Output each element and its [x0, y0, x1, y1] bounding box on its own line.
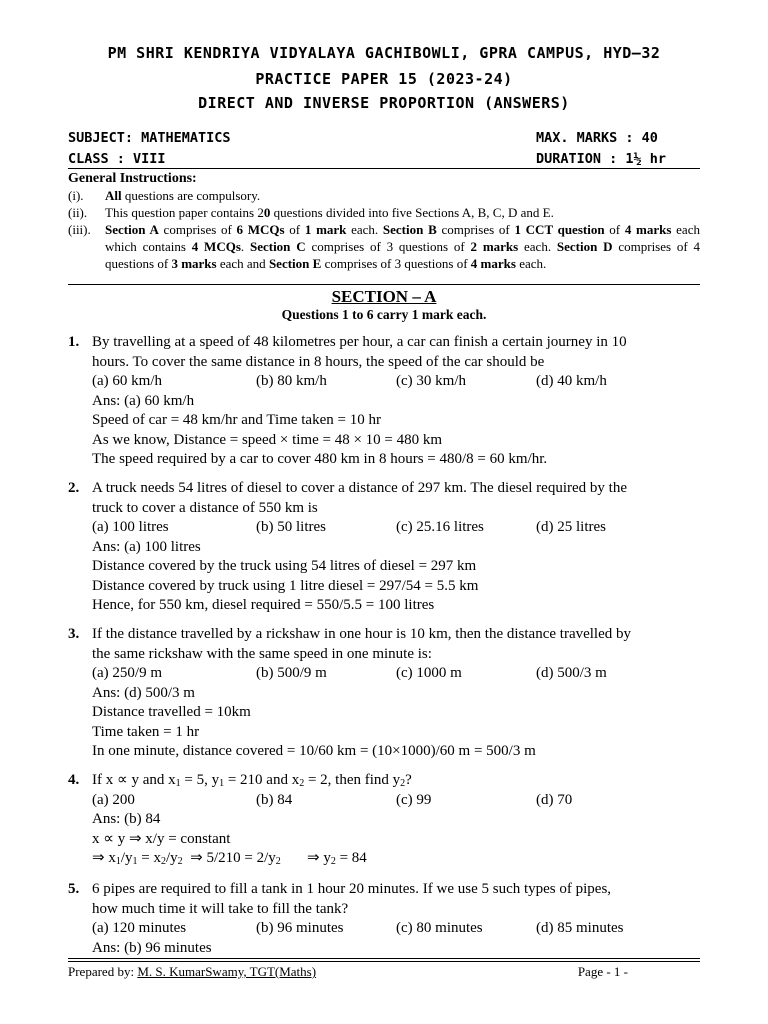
duration-label: DURATION : 1½ hr — [536, 151, 667, 167]
instruction-item — [68, 204, 700, 221]
topic-title: DIRECT AND INVERSE PROPORTION (ANSWERS) — [198, 94, 570, 112]
options-row — [92, 791, 700, 811]
instruction-number: (ii). — [68, 205, 88, 220]
question-text: the same rickshaw with the same speed in one minute is: — [92, 645, 432, 662]
answer-line: Ans: (a) 60 km/h — [92, 392, 195, 409]
subject-label: SUBJECT: MATHEMATICS — [68, 130, 231, 146]
solution-line: ⇒ $x_1/y_1 = x_2/y_2$ ⇒ $5/210 = 2/y_2$ ⇒ $y_2 = 84$ — [92, 850, 367, 867]
footer-page-number: Page - 1 - — [577, 964, 628, 979]
solution-line: As we know, Distance = speed × time = 48 × 10 = 480 km — [92, 431, 443, 448]
question-text: 6 pipes are required to fill a tank in 1 hour 20 minutes. If we use 5 such types of pipes, — [92, 881, 612, 897]
answer-line: Ans: (b) 84 — [92, 811, 161, 827]
option-a: (a) 120 minutes — [92, 920, 187, 936]
options-row — [92, 919, 700, 939]
option-d: (d) 25 litres — [536, 519, 606, 535]
question-text: By travelling at a speed of 48 kilometres per hour, a car can finish a certain journey in 10 — [92, 334, 627, 350]
question-text: If x ∝ y and $x_1 = 5$, $y_1 = 210$ and $x_2 = 2$, then find $y_2$? — [92, 772, 412, 789]
question-text: hours. To cover the same distance in 8 hours, the speed of the car should be — [92, 353, 545, 370]
question-5 — [68, 880, 700, 958]
option-d: (d) 500/3 m — [536, 665, 607, 681]
instruction-text: This question paper contains 20 questions divided into five Sections A, B, C, D and E. — [105, 205, 554, 220]
answer-line: Ans: (d) 500/3 m — [92, 684, 195, 701]
footer-author: M. S. KumarSwamy, TGT(Maths) — [137, 964, 317, 979]
instructions-title: General Instructions: — [68, 171, 197, 186]
solution-line: In one minute, distance covered = 10/60 km = (10×1000)/60 m = 500/3 m — [92, 743, 536, 759]
question-text: A truck needs 54 litres of diesel to cover a distance of 297 km. The diesel required by the — [92, 480, 627, 496]
header-rule-top — [68, 168, 700, 169]
solution-line: Distance travelled = 10km — [92, 704, 251, 720]
school-name: PM SHRI KENDRIYA VIDYALAYA GACHIBOWLI, GPRA CAMPUS, HYD–32 — [107, 44, 661, 62]
option-d: (d) 40 km/h — [536, 373, 607, 389]
solution-line: Distance covered by the truck using 54 litres of diesel = 297 km — [92, 558, 477, 574]
answer-line: Ans: (a) 100 litres — [92, 538, 201, 555]
instruction-item — [68, 221, 700, 272]
solution-line: The speed required by a car to cover 480 km in 8 hours = 480/8 = 60 km/hr. — [92, 451, 548, 467]
option-d: (d) 85 minutes — [536, 920, 624, 936]
question-number: 2. — [68, 480, 80, 496]
option-b: (b) 84 — [256, 791, 293, 808]
option-b: (b) 80 km/h — [256, 373, 327, 389]
option-b: (b) 500/9 m — [256, 665, 327, 681]
option-c: (c) 99 — [396, 791, 432, 808]
question-number: 4. — [68, 772, 80, 788]
option-d: (d) 70 — [536, 791, 573, 808]
instruction-text: All questions are compulsory. — [105, 188, 261, 203]
solution-line: Time taken = 1 hr — [92, 723, 200, 740]
question-text: truck to cover a distance of 550 km is — [92, 499, 318, 516]
option-b: (b) 50 litres — [256, 519, 326, 535]
option-c: (c) 80 minutes — [396, 920, 483, 936]
instruction-text: Section A comprises of 6 MCQs of 1 mark each. Section B comprises of 1 CCT question of 4 marks each which contains 4 MCQs. Section C comprises of 3 questions of 2 marks each. Section D comprises of 4 questions of 3 marks each and Section E comprises of 3 questions of 4 marks each. — [105, 222, 701, 271]
solution-line: x ∝ y ⇒ x/y = constant — [92, 830, 231, 847]
instruction-item — [68, 187, 700, 204]
solution-line: Speed of car = 48 km/hr and Time taken = 10 hr — [92, 412, 381, 428]
option-b: (b) 96 minutes — [256, 920, 344, 936]
question-3 — [68, 625, 700, 762]
option-a: (a) 100 litres — [92, 519, 169, 535]
question-number: 1. — [68, 334, 80, 350]
options-row — [92, 518, 700, 538]
solution-line: Hence, for 550 km, diesel required = 550/5.5 = 100 litres — [92, 597, 435, 613]
answer-line: Ans: (b) 96 minutes — [92, 939, 212, 956]
footer — [68, 964, 700, 980]
footer-prepared-label: Prepared by: — [68, 964, 138, 979]
option-c: (c) 30 km/h — [396, 373, 466, 389]
option-c: (c) 1000 m — [396, 665, 462, 681]
question-text: If the distance travelled by a rickshaw in one hour is 10 km, then the distance travelled by — [92, 626, 631, 642]
section-title: SECTION – A — [331, 287, 437, 306]
question-number: 3. — [68, 626, 80, 642]
footer-rule-2 — [68, 961, 700, 962]
option-a: (a) 250/9 m — [92, 665, 162, 681]
options-row — [92, 664, 700, 684]
header-rule-bottom — [68, 284, 700, 285]
option-a: (a) 60 km/h — [92, 373, 162, 389]
footer-rule-1 — [68, 958, 700, 959]
section-subtitle: Questions 1 to 6 carry 1 mark each. — [281, 307, 487, 322]
question-4 — [68, 771, 700, 869]
question-number: 5. — [68, 881, 80, 897]
options-row — [92, 372, 700, 392]
option-c: (c) 25.16 litres — [396, 519, 484, 535]
instruction-number: (iii). — [68, 222, 91, 237]
question-text: how much time it will take to fill the tank? — [92, 900, 349, 917]
paper-title: PRACTICE PAPER 15 (2023-24) — [255, 70, 513, 88]
question-2 — [68, 479, 700, 616]
class-label: CLASS : VIII — [68, 151, 166, 167]
max-marks-label: MAX. MARKS : 40 — [536, 130, 658, 146]
option-a: (a) 200 — [92, 791, 135, 808]
solution-line: Distance covered by truck using 1 litre diesel = 297/54 = 5.5 km — [92, 577, 479, 594]
question-1 — [68, 333, 700, 470]
instruction-number: (i). — [68, 188, 84, 203]
